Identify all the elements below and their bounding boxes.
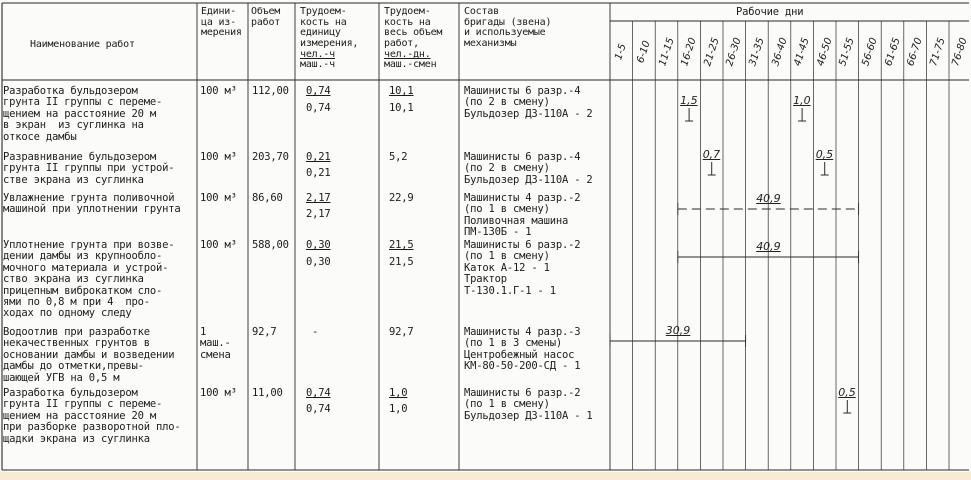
day-label-21-25: 21-25	[701, 36, 722, 68]
row-2-name: Разравнивание бульдозером грунта II группы при устрой- стве экрана из суглинка	[3, 151, 175, 186]
header-labor-total-units-2: маш.-смен	[384, 59, 437, 70]
schedule-label-1-1: 1,5	[680, 94, 698, 107]
schedule-label-2-1: 0,7	[702, 148, 721, 161]
day-label-16-20: 16-20	[679, 36, 699, 68]
row-4-labor-unit-bottom: 0,30	[306, 256, 331, 268]
day-label-46-50: 46-50	[814, 36, 835, 68]
row-6-crew: Машинисты 6 разр.-2 (по 1 в смену) Бульдозер ДЗ-110А - 1	[464, 387, 593, 422]
row-6-labor-unit-bottom: 0,74	[306, 403, 331, 415]
row-6-unit: 100 м³	[200, 387, 237, 399]
header-unit-col: Едини- ца из- мерения	[201, 6, 242, 39]
schedule-label-3-1: 40,9	[756, 192, 781, 205]
day-label-36-40: 36-40	[769, 36, 790, 68]
row-1-name: Разработка бульдозером грунта II группы с переме- щением на расстояние 20 м в экран из суглинка на откосе дамбы	[3, 85, 163, 143]
row-1-unit: 100 м³	[200, 85, 237, 97]
row-3-labor-unit-bottom: 2,17	[306, 208, 331, 220]
row-4-labor-unit-top: 0,30	[306, 239, 331, 251]
day-label-26-30: 26-30	[724, 36, 745, 68]
day-label-76-80: 76-80	[950, 36, 971, 68]
schedule-label-1-2: 1,0	[793, 94, 811, 107]
row-1-labor-unit-top: 0,74	[306, 85, 331, 97]
row-5-unit: 1 маш.- смена	[200, 326, 231, 361]
row-5-name: Водоотлив при разработке некачественных грунтов в основании дамбы и возведении дамбы до отметки,превы- шающей УГВ на 0,5 м	[3, 326, 175, 384]
row-3-labor-total-top: 22,9	[389, 192, 414, 204]
header-days-title: Рабочие дни	[736, 6, 804, 18]
schedule-label-5-1: 30,9	[665, 324, 691, 337]
schedule-label-4-1: 40,9	[756, 240, 781, 253]
day-label-31-35: 31-35	[747, 36, 767, 68]
row-5-labor-unit-top: -	[312, 326, 319, 338]
header-labor-unit-units-2: маш.-ч	[300, 59, 335, 70]
schedule-label-6-1: 0,5	[838, 386, 856, 399]
row-2-unit: 100 м³	[200, 151, 237, 163]
day-label-11-15: 11-15	[656, 36, 677, 68]
row-1-labor-total-top: 10,1	[389, 85, 414, 97]
row-6-labor-unit-top: 0,74	[306, 387, 331, 399]
row-1-volume: 112,00	[252, 85, 289, 97]
schedule-label-2-2: 0,5	[815, 148, 834, 161]
day-label-6-10: 6-10	[635, 39, 653, 65]
header-labor-total-units-1: чел.-дн.	[384, 49, 431, 60]
row-4-labor-total-top: 21,5	[389, 239, 414, 251]
day-label-61-65: 61-65	[882, 36, 903, 68]
row-5-labor-total-top: 92,7	[389, 326, 414, 338]
header-labor-unit-col: Трудоем- кость на единицу измерения,	[300, 6, 359, 49]
header-volume-col: Объем работ	[251, 6, 281, 28]
day-label-1-5: 1-5	[613, 42, 630, 62]
row-1-labor-total-bottom: 10,1	[389, 102, 414, 114]
page-bottom-band	[0, 472, 971, 480]
row-3-labor-unit-top: 2,17	[306, 192, 331, 204]
day-label-51-55: 51-55	[837, 36, 858, 68]
row-3-name: Увлажнение грунта поливочной машиной при уплотнении грунта	[3, 192, 181, 216]
row-1-labor-unit-bottom: 0,74	[306, 102, 331, 114]
row-3-unit: 100 м³	[200, 192, 237, 204]
row-2-labor-total-top: 5,2	[389, 151, 408, 163]
header-name-col: Наименование работ	[30, 39, 135, 50]
header-crew-col: Состав бригады (звена) и используемые механизмы	[464, 6, 552, 49]
row-6-labor-total-bottom: 1,0	[389, 403, 408, 415]
header-labor-unit-units-1: чел.-ч	[300, 49, 335, 60]
day-label-41-45: 41-45	[792, 36, 812, 68]
row-4-volume: 588,00	[252, 239, 289, 251]
day-label-71-75: 71-75	[927, 36, 948, 68]
row-1-crew: Машинисты 6 разр.-4 (по 2 в смену) Бульдозер ДЗ-110А - 2	[464, 85, 593, 120]
row-5-volume: 92,7	[252, 326, 277, 338]
row-2-crew: Машинисты 6 разр.-4 (по 2 в смену) Бульдозер ДЗ-110А - 2	[464, 151, 593, 186]
header-labor-total-col: Трудоем- кость на весь объем работ,	[384, 6, 443, 49]
day-label-66-70: 66-70	[905, 36, 925, 68]
row-4-crew: Машинисты 6 разр.-2 (по 1 в смену) Каток А-12 - 1 Трактор Т-130.1.Г-1 - 1	[464, 239, 581, 297]
row-2-labor-unit-bottom: 0,21	[306, 167, 331, 179]
row-3-crew: Машинисты 4 разр.-2 (по 1 в смену) Поливочная машина ПМ-130Б - 1	[464, 192, 581, 239]
row-5-crew: Машинисты 4 разр.-3 (по 1 в 3 смены) Центробежный насос КМ-80-50-200-СД - 1	[464, 326, 581, 373]
day-label-56-60: 56-60	[860, 36, 880, 68]
row-3-volume: 86,60	[252, 192, 283, 204]
row-4-labor-total-bottom: 21,5	[389, 256, 414, 268]
row-4-unit: 100 м³	[200, 239, 237, 251]
row-2-labor-unit-top: 0,21	[306, 151, 331, 163]
row-6-name: Разработка бульдозером грунта II группы с переме- щением на расстояние 20 м при разборке разворотной пло- щадки экрана из суглинка	[3, 387, 181, 445]
row-4-name: Уплотнение грунта при возве- дении дамбы из крупнообло- мочного материала и устрой- ство экрана из суглинка прицепным виброкатком сло- ями по 0,8 м при 4 про- ходах по одному следу	[3, 239, 175, 320]
row-6-labor-total-top: 1,0	[389, 387, 408, 399]
row-2-volume: 203,70	[252, 151, 289, 163]
row-6-volume: 11,00	[252, 387, 283, 399]
